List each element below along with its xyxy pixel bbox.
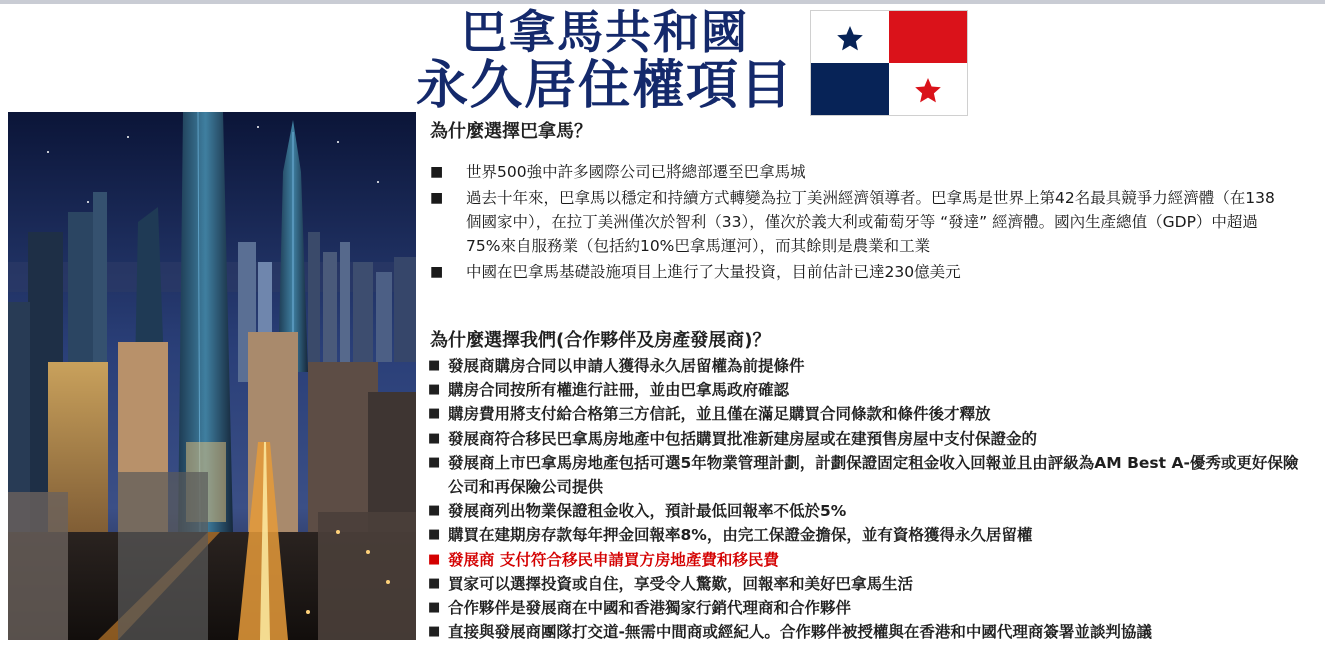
bullet-square-icon: ■ — [428, 503, 441, 519]
bullet-square-icon: ■ — [430, 190, 444, 206]
list-item: ■ 購房費用將支付給合格第三方信託，並且僅在滿足購買合同條款和條件後才釋放 — [428, 402, 1308, 426]
bullet-square-icon: ■ — [428, 382, 441, 398]
bullet-square-icon: ■ — [428, 551, 441, 567]
bullet-square-icon: ■ — [428, 454, 441, 470]
bullet-square-icon: ■ — [430, 264, 444, 280]
list-item: ■ 中國在巴拿馬基礎設施項目上進行了大量投資，目前估計已達230億美元 — [430, 260, 1290, 284]
list-item: ■ 發展商列出物業保證租金收入，預計最低回報率不低於5% — [428, 499, 1308, 523]
section-heading-why-panama: 為什麼選擇巴拿馬？ — [430, 121, 592, 142]
list-item: ■ 購買在建期房存款每年押金回報率8%，由完工保證金擔保，並有資格獲得永久居留權 — [428, 523, 1308, 547]
top-rule — [0, 0, 1325, 4]
list-item: ■ 購房合同按所有權進行註冊，並由巴拿馬政府確認 — [428, 378, 1308, 402]
bullet-square-icon: ■ — [428, 600, 441, 616]
panama-flag-icon — [810, 10, 968, 116]
bullet-square-icon: ■ — [430, 164, 444, 180]
title-line-1: 巴拿馬共和國 — [461, 5, 749, 59]
why-us-list — [428, 354, 1308, 644]
bullet-square-icon: ■ — [428, 406, 441, 422]
list-item: ■ 發展商符合移民巴拿馬房地產中包括購買批准新建房屋或在建預售房屋中支付保證金的 — [428, 427, 1308, 451]
list-item-highlighted: ■ 發展商 支付符合移民申請買方房地產費和移民費 — [428, 548, 1308, 572]
panama-city-night-photo — [8, 112, 416, 640]
list-item: ■ 合作夥伴是發展商在中國和香港獨家行銷代理商和合作夥伴 — [428, 596, 1308, 620]
list-item: ■ 買家可以選擇投資或自住，享受令人驚歎，回報率和美好巴拿馬生活 — [428, 572, 1308, 596]
list-item: ■ 直接與發展商團隊打交道-無需中間商或經紀人。合作夥伴被授權與在香港和中國代理商簽署並談判協議 — [428, 620, 1308, 644]
bullet-square-icon: ■ — [428, 624, 441, 640]
list-item: ■ 發展商上市巴拿馬房地產包括可選5年物業管理計劃，計劃保證固定租金收入回報並且由評級為AM Best A-優秀或更好保險公司和再保險公司提供 — [428, 451, 1308, 499]
why-panama-list — [430, 160, 1290, 284]
bullet-square-icon: ■ — [428, 527, 441, 543]
page-title — [405, 6, 805, 114]
bullet-square-icon: ■ — [428, 430, 441, 446]
list-item: ■ 世界500強中許多國際公司已將總部遷至巴拿馬城 — [430, 160, 1290, 184]
title-line-2: 永久居住權項目 — [415, 56, 794, 116]
section-heading-why-us: 為什麼選擇我們(合作夥伴及房產發展商)？ — [430, 330, 771, 351]
bullet-square-icon: ■ — [428, 358, 441, 373]
list-item: ■ 發展商購房合同以申請人獲得永久居留權為前提條件 — [428, 354, 1308, 378]
bullet-square-icon: ■ — [428, 575, 441, 591]
list-item: ■ 過去十年來，巴拿馬以穩定和持續方式轉變為拉丁美洲經濟領導者。巴拿馬是世界上第42名最具競爭力經濟體（在138個國家中），在拉丁美洲僅次於智利（33），僅次於義大利或葡萄牙等 “發達” 經濟體。國內生產總值（GDP）中超過75%來自服務業（包括約10%巴拿馬運河），而其餘則是農業和工業 — [430, 186, 1290, 258]
